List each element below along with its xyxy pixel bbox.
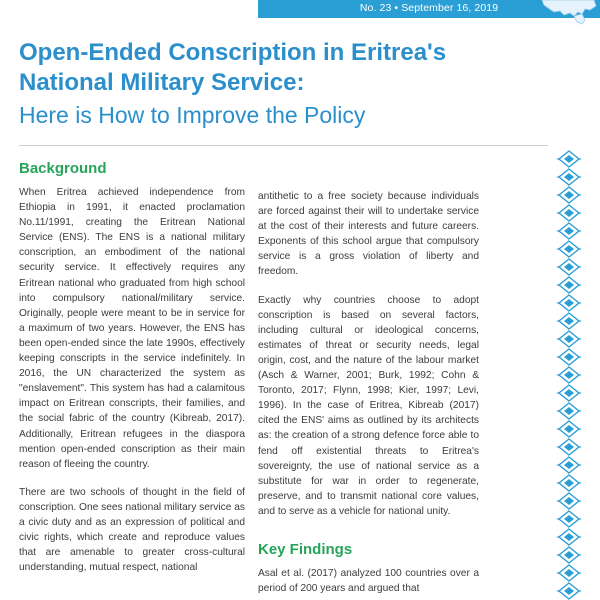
key-findings-column — [258, 566, 479, 600]
background-left-column — [19, 185, 245, 588]
title-subtitle: Here is How to Improve the Policy — [19, 102, 366, 128]
document-title — [19, 38, 539, 130]
background-paragraph-4: Exactly why countries choose to adopt conscription is based on several factors, including cultural or ideological concerns, estimates of threat or security needs, legal origin, cost, and the nature of the labour market (Asch & Warner, 2001; Burk, 1992; Cohn & Toronto, 2017; Flynn, 1998; Kier, 1997; Levi, 1996). In the case of Eritrea, Kibreab (2017) cited the ENS' aims as outlined by its architects as: the creation of a strong defence force able to fend off existential threats to Eritrea's sovereignty, the use of national service as a substitute for war in order to regenerate, preserve, and to transmit national core values, and to serve as a vehicle for national unity. — [258, 294, 479, 517]
background-paragraph-2: There are two schools of thought in the field of conscription. One sees national military service as a civic duty and as an expression of political and civic rights, which create and reproduce values that are amenable to greater cross-cultural understanding, mutual respect, national — [19, 486, 245, 574]
africa-map-icon — [530, 0, 600, 28]
issue-number-date: No. 23 • September 16, 2019 — [359, 2, 499, 14]
background-right-column — [258, 189, 479, 532]
title-main: Open-Ended Conscription in Eritrea's National Military Service: — [19, 39, 447, 96]
background-heading: Background — [19, 160, 107, 177]
key-findings-heading: Key Findings — [258, 541, 353, 558]
title-divider — [19, 145, 548, 146]
key-findings-paragraph-1: Asal et al. (2017) analyzed 100 countries over a period of 200 years and argued that — [258, 568, 479, 595]
background-paragraph-1: When Eritrea achieved independence from Ethiopia in 1991, it enacted proclamation No.11/1991, creating the Eritrean National Service (ENS). The ENS is a national military conscription, an embodiment of the national security service. It effectively requires any Eritrean national who graduated from high school into compulsory national/military service. Originally, people were meant to be in service for a maximum of two years. However, the ENS has been open-ended since the late 1990s, effectively keeping conscripts in the service indefinitely. In 2016, the UN characterized the system as "enslavement". This system has had a calamitous impact on Eritrean conscripts, their families, and the social fabric of the country (Kibreab, 2017). Additionally, Eritrean refugees in the diaspora mention open-ended conscription as their main reason of fleeing the country. — [19, 187, 245, 470]
decorative-border-pattern — [557, 150, 581, 600]
background-paragraph-3: antithetic to a free society because individuals are forced against their will to undertake service at the cost of their interests and future careers. Exponents of this school argue that compulsory service is a gross violation of liberty and freedom. — [258, 191, 479, 278]
